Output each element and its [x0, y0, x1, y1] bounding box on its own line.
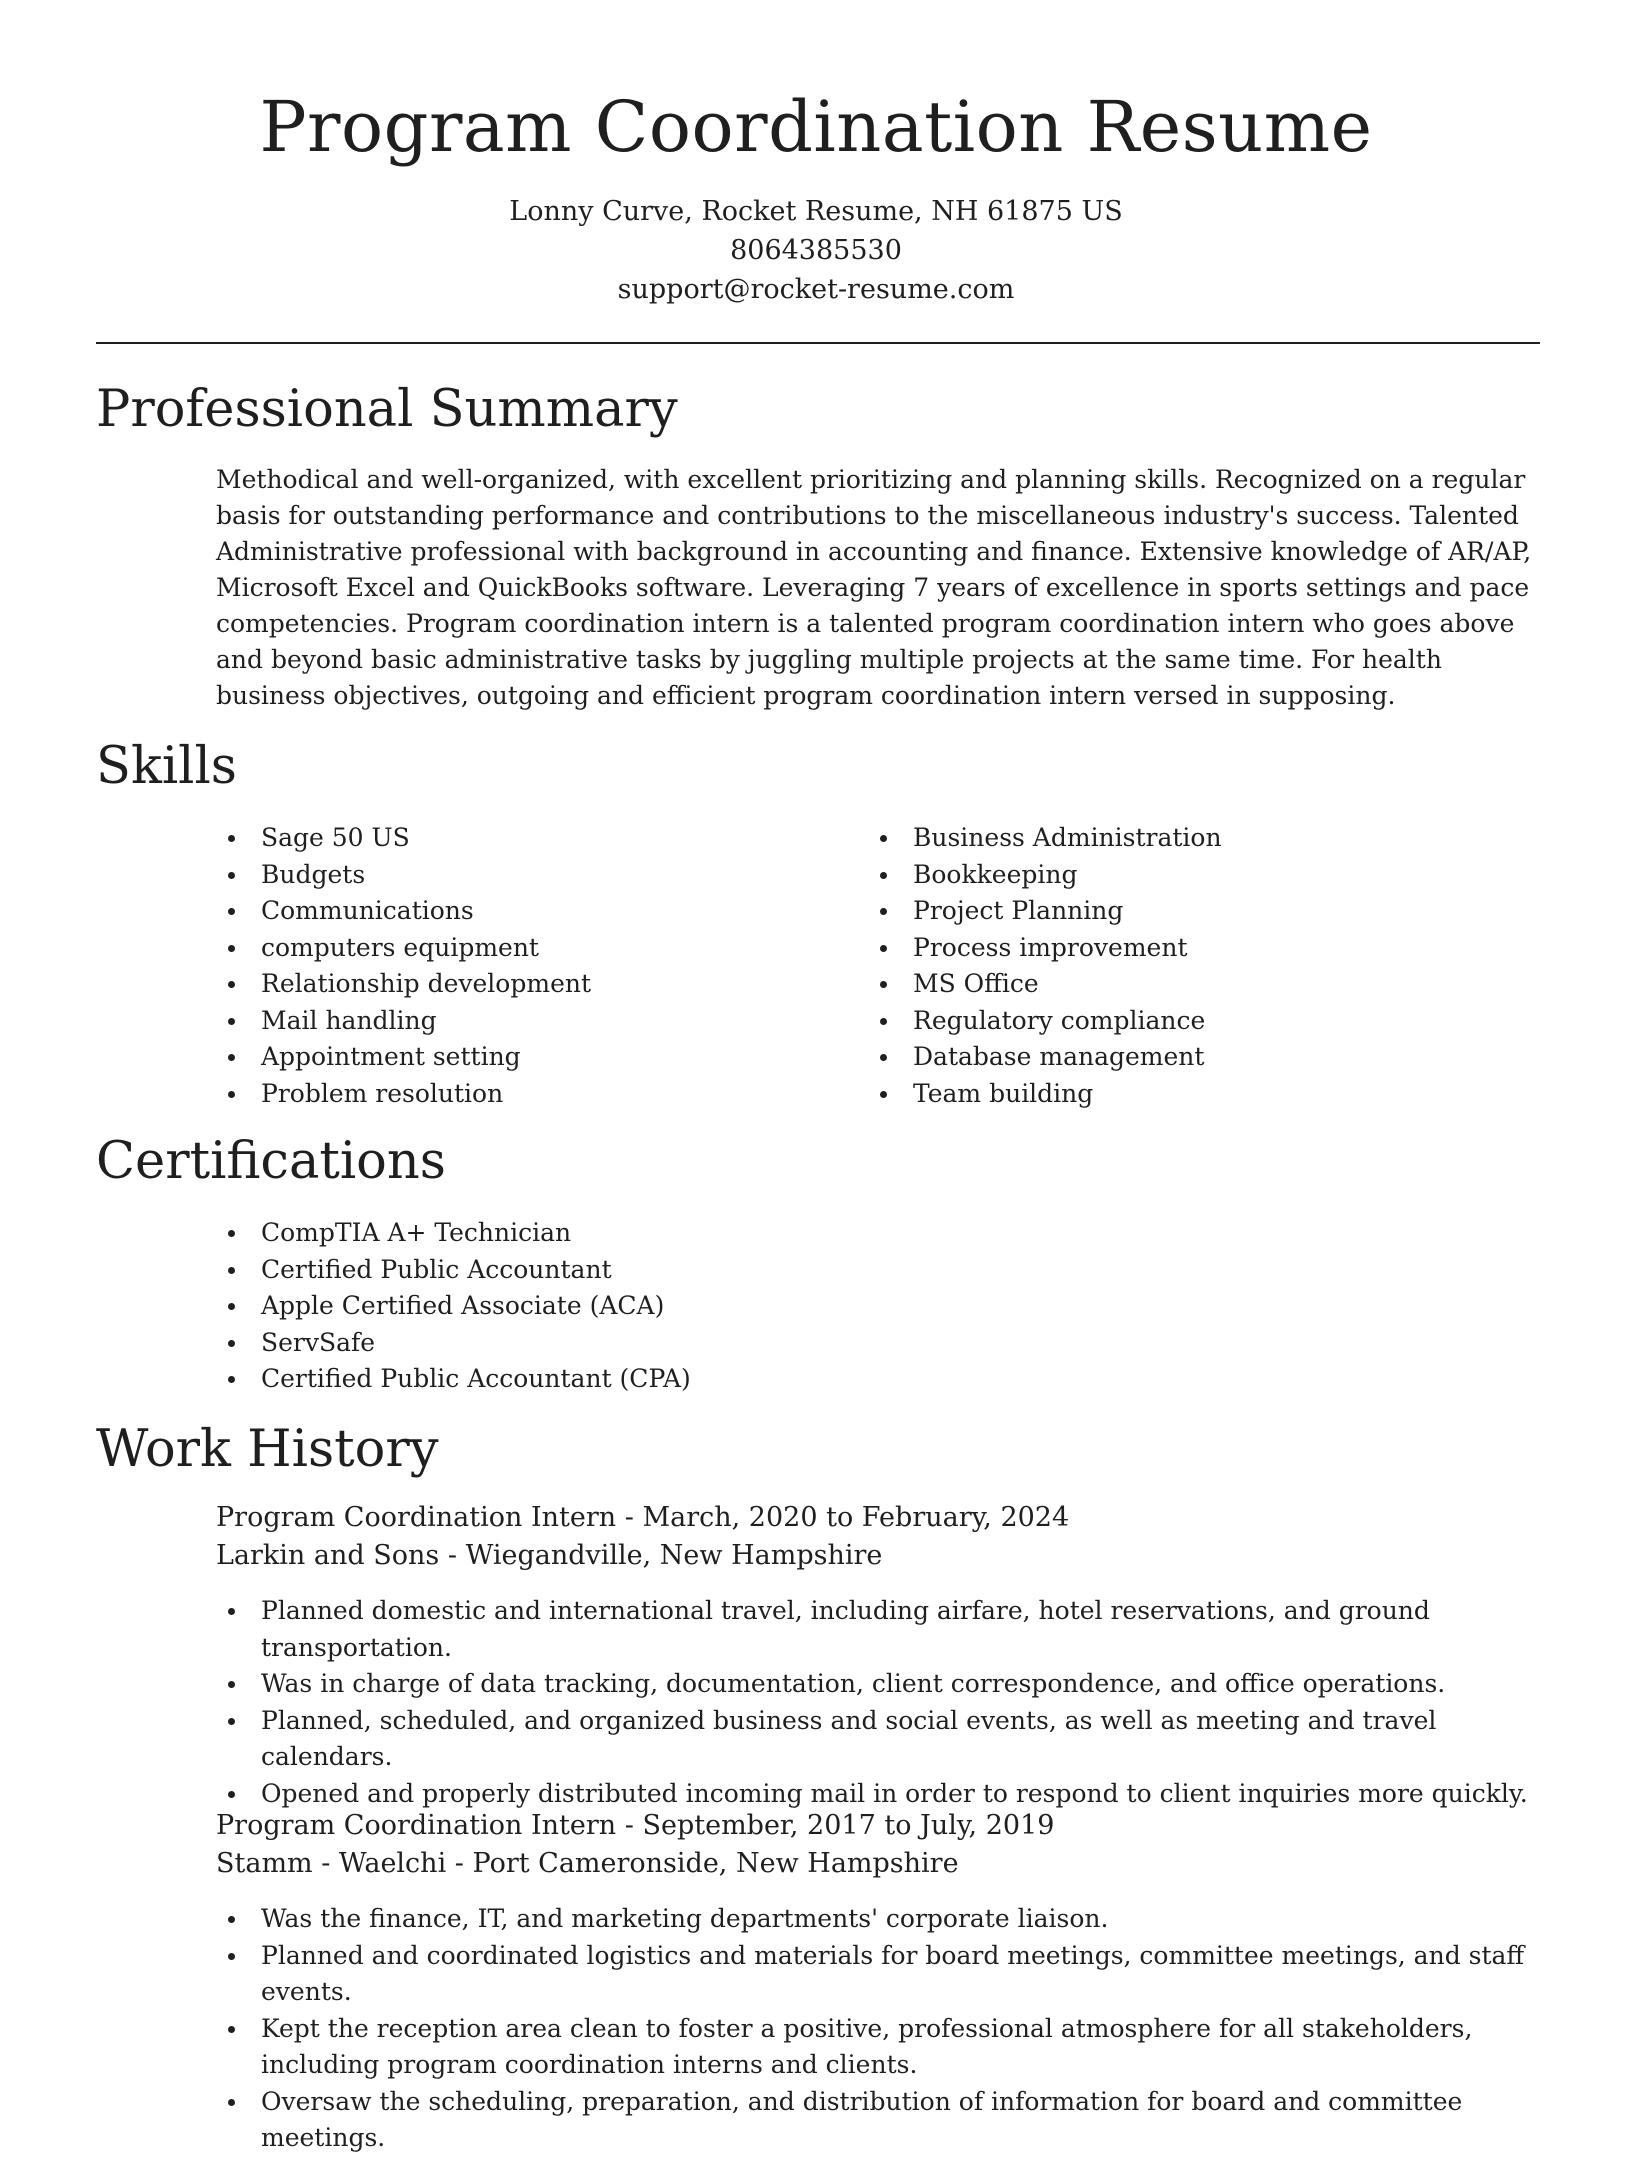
job-duty: Planned domestic and international travel, including airfare, hotel reservations, and ground transportation. [216, 1593, 1546, 1666]
certification-item: CompTIA A+ Technician [216, 1215, 1516, 1252]
certifications-heading: Certifications [96, 1132, 446, 1191]
certification-item: Apple Certified Associate (ACA) [216, 1288, 1516, 1325]
skill-item: computers equipment [216, 930, 816, 967]
job-title-line: Program Coordination Intern - March, 2020 to February, 2024 [216, 1502, 1070, 1533]
skill-item: Regulatory compliance [868, 1003, 1508, 1040]
job-title-line: Program Coordination Intern - September, 2017 to July, 2019 [216, 1810, 1055, 1841]
skill-item: Relationship development [216, 966, 816, 1003]
summary-text: Methodical and well-organized, with excellent prioritizing and planning skills. Recognized on a regular basis for outstanding performance and contributions to the miscellaneous industry's success. Talented Administrative professional with background in accounting and finance. Extensive knowledge of AR/AP, Microsoft Excel and QuickBooks software. Leveraging 7 years of excellence in sports settings and pace competencies. Program coordination intern is a talented program coordination intern who goes above and beyond basic administrative tasks by juggling multiple projects at the same time. For health business objectives, outgoing and efficient program coordination intern versed in supposing. [216, 465, 1532, 710]
work-history-heading: Work History [96, 1420, 439, 1479]
summary-heading: Professional Summary [96, 380, 678, 439]
job-dates: September, 2017 to July, 2019 [642, 1810, 1055, 1841]
job-duties-list [216, 1901, 1546, 2157]
certification-item: Certified Public Accountant (CPA) [216, 1361, 1516, 1398]
job-duty: Oversaw the scheduling, preparation, and distribution of information for board and committee meetings. [216, 2084, 1546, 2157]
skill-item: Budgets [216, 857, 816, 894]
skill-item: Communications [216, 893, 816, 930]
job-duties-list [216, 1593, 1546, 1812]
job-duty: Kept the reception area clean to foster a positive, professional atmosphere for all stakeholders, including program coordination interns and clients. [216, 2011, 1546, 2084]
certification-item: Certified Public Accountant [216, 1252, 1516, 1289]
job-location: Port Cameronside, New Hampshire [472, 1848, 959, 1879]
resume-title: Program Coordination Resume [259, 86, 1373, 168]
job-company: Larkin and Sons [216, 1540, 440, 1571]
skill-item: Appointment setting [216, 1039, 816, 1076]
job-company: Stamm - Waelchi [216, 1848, 447, 1879]
job-duty: Planned and coordinated logistics and materials for board meetings, committee meetings, and staff events. [216, 1938, 1546, 2011]
job-duty: Was in charge of data tracking, documentation, client correspondence, and office operations. [216, 1666, 1546, 1703]
skill-item: Bookkeeping [868, 857, 1508, 894]
skill-item: MS Office [868, 966, 1508, 1003]
header-divider [96, 342, 1540, 344]
certifications-list [216, 1215, 1516, 1398]
skill-item: Mail handling [216, 1003, 816, 1040]
skill-item: Sage 50 US [216, 820, 816, 857]
job-company-line: Larkin and Sons - Wiegandville, New Hampshire [216, 1540, 883, 1571]
job-title: Program Coordination Intern [216, 1810, 617, 1841]
skill-item: Database management [868, 1039, 1508, 1076]
job-dates: March, 2020 to February, 2024 [642, 1502, 1070, 1533]
job-title: Program Coordination Intern [216, 1502, 617, 1533]
skill-item: Business Administration [868, 820, 1508, 857]
skills-heading: Skills [96, 737, 237, 796]
skill-item: Problem resolution [216, 1076, 816, 1113]
skill-item: Process improvement [868, 930, 1508, 967]
certification-item: ServSafe [216, 1325, 1516, 1362]
job-location: Wiegandville, New Hampshire [465, 1540, 883, 1571]
contact-email: support@rocket-resume.com [617, 274, 1015, 305]
skill-item: Project Planning [868, 893, 1508, 930]
job-duty: Planned, scheduled, and organized business and social events, as well as meeting and travel calendars. [216, 1703, 1546, 1776]
job-company-line: Stamm - Waelchi - Port Cameronside, New Hampshire [216, 1848, 959, 1879]
job-duty: Opened and properly distributed incoming mail in order to respond to client inquiries more quickly. [216, 1776, 1546, 1813]
job-duty: Was the finance, IT, and marketing departments' corporate liaison. [216, 1901, 1546, 1938]
contact-phone: 8064385530 [730, 235, 902, 266]
skill-item: Team building [868, 1076, 1508, 1113]
skills-list-left [216, 820, 816, 1112]
contact-info [0, 192, 1632, 309]
contact-address: Lonny Curve, Rocket Resume, NH 61875 US [509, 196, 1123, 227]
skills-list-right [868, 820, 1508, 1112]
